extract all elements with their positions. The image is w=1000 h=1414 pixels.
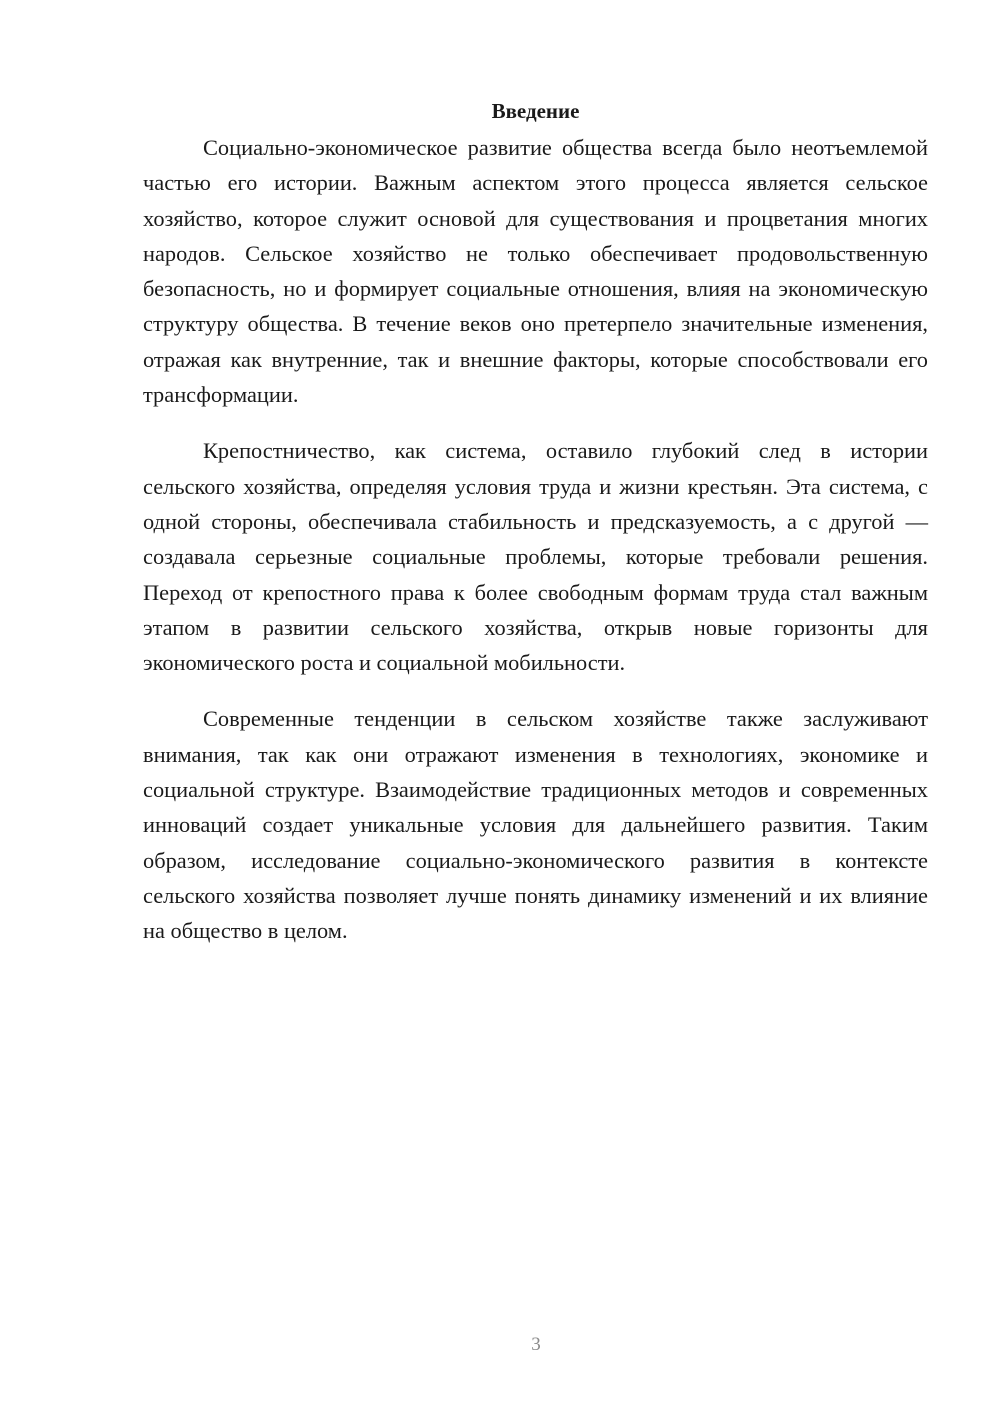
page-content (143, 96, 928, 949)
paragraph-2: Крепостничество, как система, оставило глубокий след в истории сельского хозяйства, определяя условия труда и жизни крестьян. Эта система, с одной стороны, обеспечивала стабильность и предсказуемость, а с другой — создавала серьезные социальные проблемы, которые требовали решения. Переход от крепостного права к более свободным формам труда стал важным этапом в развитии сельского хозяйства, открыв новые горизонты для экономического роста и социальной мобильности. (143, 438, 928, 676)
section-heading: Введение (491, 99, 580, 123)
paragraph-1: Социально-экономическое развитие общества всегда было неотъемлемой частью его истории. Важным аспектом этого процесса является сельское хозяйство, которое служит основой для существования и процветания многих народов. Сельское хозяйство не только обеспечивает продовольственную безопасность, но и формирует социальные отношения, влияя на экономическую структуру общества. В течение веков оно претерпело значительные изменения, отражая как внутренние, так и внешние факторы, которые способствовали его трансформации. (143, 135, 928, 408)
page-number: 3 (531, 1334, 541, 1355)
paragraph-3: Современные тенденции в сельском хозяйстве также заслуживают внимания, так как они отражают изменения в технологиях, экономике и социальной структуре. Взаимодействие традиционных методов и современных инноваций создает уникальные условия для дальнейшего развития. Таким образом, исследование социально-экономического развития в контексте сельского хозяйства позволяет лучше понять динамику изменений и их влияние на общество в целом. (143, 706, 928, 944)
